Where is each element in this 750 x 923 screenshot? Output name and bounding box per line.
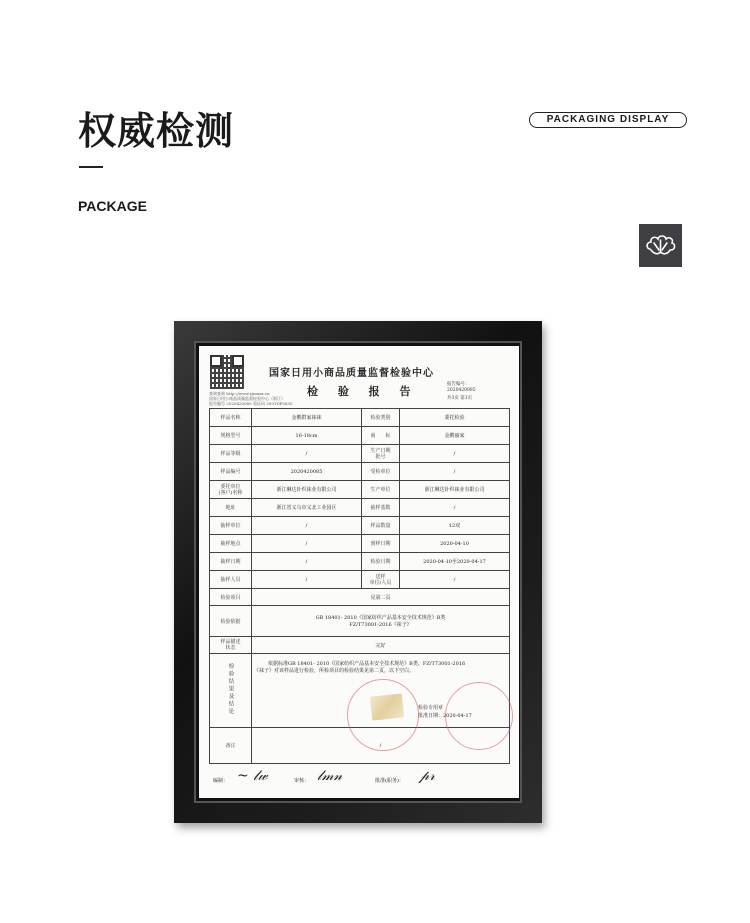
- center-name: 国家日用小商品质量监督检验中心: [269, 368, 434, 379]
- table-row: [210, 427, 510, 445]
- issue-date: 批准日期：2020-04-17: [418, 713, 472, 719]
- approver-label: 批准(职务)：: [375, 778, 404, 784]
- field-label: 抽样人员: [210, 571, 252, 589]
- packaging-display-badge: PACKAGING DISPLAY: [529, 112, 687, 128]
- conclusion-label: 检验结果及结论: [227, 663, 234, 716]
- table-row: [210, 445, 510, 463]
- report-no-label: 报告编号：: [447, 382, 470, 387]
- table-row: [210, 535, 510, 553]
- field-label: 样品名称: [210, 409, 252, 427]
- report-pages: 共3页 第1页: [447, 396, 473, 401]
- stamp-label: 检验专用章: [418, 705, 444, 711]
- reviewer-label: 审核：: [294, 778, 310, 784]
- qr-line: 查询查询 http://www.zjmxzx.cn: [209, 391, 270, 396]
- approver-signature: 𝓅𝓇: [419, 768, 435, 784]
- table-row: [210, 481, 510, 499]
- report-no: 2020420085: [447, 388, 476, 393]
- field-label: 生产单位: [362, 481, 400, 499]
- field-value: 浙江琳达针织袜业有限公司: [252, 481, 362, 499]
- field-label: 样品数量: [362, 517, 400, 535]
- field-label: 送样 单位/人员: [362, 571, 400, 589]
- basis-line: GB 18401- 2010《国家纺织产品基本安全技术规范》B类: [315, 615, 446, 621]
- field-value: /: [400, 445, 510, 463]
- remark-value: /: [252, 728, 510, 764]
- table-row: [210, 517, 510, 535]
- cotton-icon: [639, 224, 682, 267]
- table-row: [210, 553, 510, 571]
- field-value: /: [400, 463, 510, 481]
- field-label: 规格型号: [210, 427, 252, 445]
- field-label: 抽样单位: [210, 517, 252, 535]
- fabric-sample: [370, 693, 404, 720]
- field-label: 检验日期: [362, 553, 400, 571]
- field-label: 抽样日期: [210, 553, 252, 571]
- field-value: /: [252, 445, 362, 463]
- field-value: 浙江省义乌市义北工业园区: [252, 499, 362, 517]
- basis-line: FZ/T73001-2016《袜子》: [349, 622, 412, 628]
- report-title: 检 验 报 告: [307, 385, 419, 398]
- page-title: 权威检测: [78, 109, 235, 153]
- table-row: [210, 571, 510, 589]
- field-value: 2020-04-10: [400, 535, 510, 553]
- field-value: /: [252, 553, 362, 571]
- table-row: [210, 499, 510, 517]
- field-label: 委托单位 (客户)名称: [210, 481, 252, 499]
- conclusion-label-cell: [210, 654, 252, 728]
- field-value: 16-18cm: [252, 427, 362, 445]
- red-seal-right: [445, 682, 513, 750]
- inspection-report: [199, 346, 519, 798]
- field-value: /: [252, 535, 362, 553]
- field-value: 金鹅丽家: [400, 427, 510, 445]
- conclusion-text: 《袜子》对该样品进行检验，所检项目的检验结果见第二页，以下空白。: [254, 668, 415, 674]
- field-value: 12双: [400, 517, 510, 535]
- reviewer-signature: 𝓁𝓂𝓃: [317, 768, 343, 784]
- field-label: 受检单位: [362, 463, 400, 481]
- qr-line: 报告编号 2020420085 验证码 3091DF0835: [209, 401, 293, 406]
- field-value: 2020420085: [252, 463, 362, 481]
- state-value: 完好: [252, 637, 510, 654]
- field-value: /: [400, 571, 510, 589]
- field-label: 检验类别: [362, 409, 400, 427]
- remark-label: 备注: [210, 728, 252, 764]
- section-subtitle: PACKAGE: [78, 198, 147, 214]
- qr-line: 国家日用小商品质量监督检验中心（浙江）: [209, 396, 285, 401]
- field-label: 样品等级: [210, 445, 252, 463]
- field-value: 浙江琳达针织袜业有限公司: [400, 481, 510, 499]
- field-label: 商 标: [362, 427, 400, 445]
- field-value: 委托检验: [400, 409, 510, 427]
- field-value: /: [252, 571, 362, 589]
- field-label: 生产日期 批号: [362, 445, 400, 463]
- state-label: 样品描述 状态: [210, 637, 252, 654]
- editor-label: 编制：: [213, 778, 229, 784]
- field-label: 样品编号: [210, 463, 252, 481]
- field-label: 地址: [210, 499, 252, 517]
- field-label: 到样日期: [362, 535, 400, 553]
- inspection-item-label: 检验项目: [210, 589, 252, 606]
- qr-code: [210, 355, 244, 389]
- field-value: 2020-04-10至2020-04-17: [400, 553, 510, 571]
- table-row: [210, 463, 510, 481]
- conclusion-text: 依据标准GB 18401- 2010《国家纺织产品基本安全技术规范》B类、FZ/T73001-2016: [268, 661, 466, 667]
- field-value: /: [400, 499, 510, 517]
- field-label: 抽样基数: [362, 499, 400, 517]
- field-value: 金鹅群家袜袜: [252, 409, 362, 427]
- editor-signature: ~ 𝓁𝓌: [237, 768, 268, 784]
- table-row: [210, 409, 510, 427]
- inspection-item-value: 见第二页: [252, 589, 510, 606]
- basis-value: [252, 606, 510, 637]
- field-value: /: [252, 517, 362, 535]
- field-label: 抽样地点: [210, 535, 252, 553]
- basis-label: 检验依据: [210, 606, 252, 637]
- title-divider: [79, 166, 103, 168]
